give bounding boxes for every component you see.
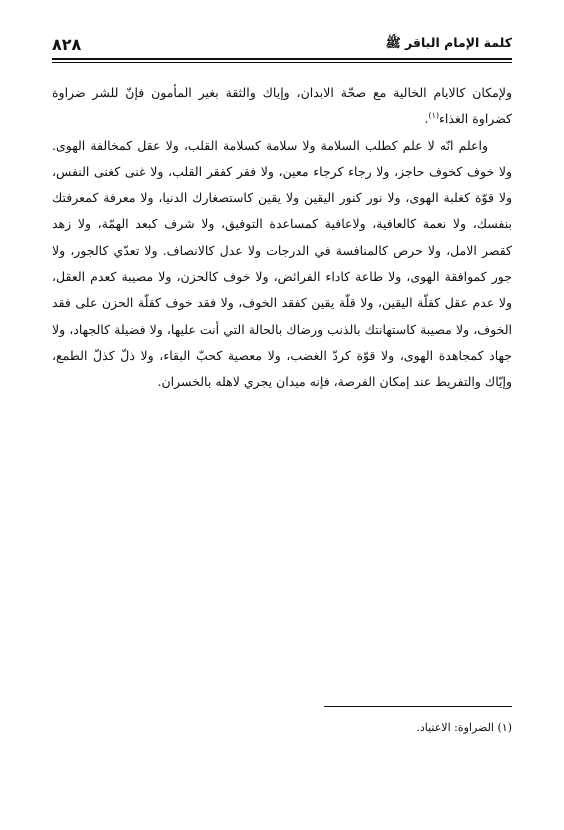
footnote-rule <box>324 706 512 707</box>
body-text <box>52 80 512 396</box>
paragraph-2 <box>52 133 512 396</box>
footnote-ref-1: (١) <box>428 111 440 121</box>
footnote-text: (١) الضراوة: الاعتياد. <box>416 721 512 734</box>
footnote <box>52 718 512 738</box>
running-title: كلمة الإمام الباقر ﷺ <box>385 35 512 50</box>
page-number: ٨٢٨ <box>52 35 82 54</box>
paragraph-1-ending: . <box>424 111 429 127</box>
paragraph-1 <box>52 80 512 133</box>
page-header <box>52 30 512 54</box>
paragraph-1-text: ولإمكان كالايام الخالية مع صحّة الابدان، وإياك والثقة بغير المأمون فإنّ للشر ضراوة كضراوة الغذاء <box>52 85 512 127</box>
header-rule-thin <box>52 62 512 63</box>
paragraph-2-text: واعلم انّه لا علم كطلب السلامة ولا سلامة كسلامة القلب، ولا عقل كمخالفة الهوى. ولا خوف كخوف حاجز، ولا رجاء كرجاء معين، ولا فقر كفقر القلب، ولا غنى كغنى النفس، ولا قوّة كغلبة الهوى، ولا نور كنور اليقين ولا يقين كاستصغارك الدنيا، ولا معرفة كمعرفتك بنفسك، ولا نعمة كالعافية، ولاعافية كمساعدة التوفيق، ولا شرف كبعد الهمّة، ولا زهد كقصر الامل، ولا حرص كالمنافسة في الدرجات ولا عدل كالانصاف. ولا تعدّي كالجور، ولا جور كموافقة الهوى، ولا طاعة كاداء الفرائض، ولا خوف كالحزن، ولا مصيبة كعدم العقل، ولا عدم عقل كقلّة اليقين، ولا قلّة يقين كفقد الخوف، ولا فقد خوف كقلّة الحزن على فقد الخوف، ولا مصيبة كاستهانتك بالذنب ورضاك بالحالة التي أنت عليها، ولا فضيلة كالجهاد، ولا جهاد كمجاهدة الهوى، ولا قوّة كردّ الغضب، ولا معصية كحبّ البقاء، ولا ذلّ كذلّ الطمع، وإيّاك والتفريط عند إمكان الفرصة، فإنه ميدان يجري لاهله بالخسران. <box>52 137 512 390</box>
header-rule <box>52 58 512 60</box>
